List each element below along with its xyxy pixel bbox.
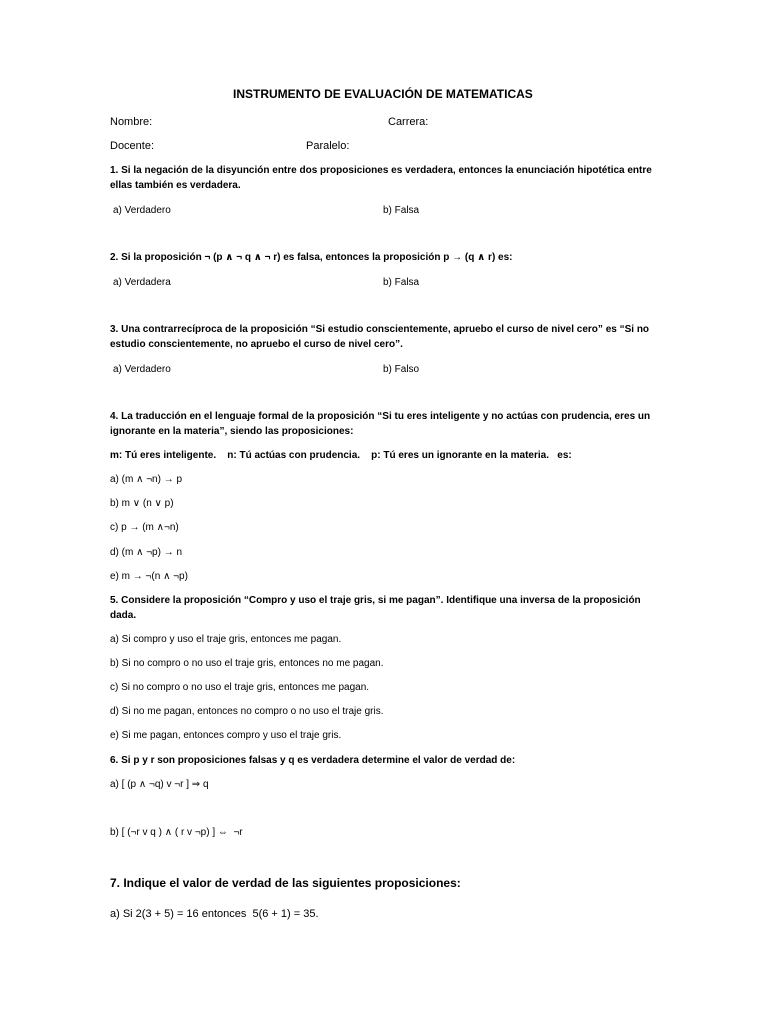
- question-4-option-e: e) m → ¬(n ∧ ¬p): [110, 571, 188, 582]
- docente-label: Docente:: [110, 140, 155, 152]
- question-6-option-b: b) [ (¬r v q ) ∧ ( r v ¬p) ] ⇔ ¬r: [110, 827, 243, 838]
- question-1-line-1: 1. Si la negación de la disyunción entre dos proposiciones es verdadera, entonces la enunciación hipotética entre: [110, 165, 652, 176]
- question-4-option-d: d) (m ∧ ¬p) → n: [110, 547, 183, 558]
- question-7-line-1: 7. Indique el valor de verdad de las siguientes proposiciones:: [110, 876, 461, 890]
- question-5-line-1: 5. Considere la proposición “Compro y uso el traje gris, si me pagan”. Identifique una inversa de la proposición: [110, 595, 641, 606]
- question-3-option-a: a) Verdadero: [113, 364, 171, 375]
- question-4-line-2: ignorante en la materia”, siendo las proposiciones:: [110, 426, 354, 437]
- question-1-option-a: a) Verdadero: [113, 205, 171, 216]
- question-1-option-b: b) Falsa: [383, 205, 420, 216]
- question-2-line-1: 2. Si la proposición ¬ (p ∧ ¬ q ∧ ¬ r) es falsa, entonces la proposición p → (q ∧ r) es:: [110, 252, 513, 263]
- question-2-option-a: a) Verdadera: [113, 277, 171, 288]
- question-5-option-e: e) Si me pagan, entonces compro y uso el traje gris.: [110, 730, 342, 741]
- question-4-option-b: b) m ∨ (n ∨ p): [110, 498, 174, 509]
- question-4-line-1: 4. La traducción en el lenguaje formal de la proposición “Si tu eres inteligente y no actúas con prudencia, eres un: [110, 411, 651, 422]
- document-title: INSTRUMENTO DE EVALUACIÓN DE MATEMATICAS: [233, 87, 533, 101]
- carrera-label: Carrera:: [388, 116, 429, 128]
- question-4-variables: m: Tú eres inteligente. n: Tú actúas con prudencia. p: Tú eres un ignorante en la materia. es:: [110, 450, 572, 461]
- question-5-option-c: c) Si no compro o no uso el traje gris, entonces me pagan.: [110, 682, 370, 693]
- question-2-option-b: b) Falsa: [383, 277, 420, 288]
- question-3-line-2: estudio conscientemente, no apruebo el curso de nivel cero”.: [110, 339, 403, 350]
- question-5-option-a: a) Si compro y uso el traje gris, entonces me pagan.: [110, 634, 342, 645]
- question-3-option-b: b) Falso: [383, 364, 420, 375]
- question-3-line-1: 3. Una contrarrecíproca de la proposición “Si estudio conscientemente, apruebo el curso de nivel cero” es “Si no: [110, 324, 650, 335]
- nombre-label: Nombre:: [110, 116, 153, 128]
- paralelo-label: Paralelo:: [306, 140, 350, 152]
- question-5-option-d: d) Si no me pagan, entonces no compro o no uso el traje gris.: [110, 706, 384, 717]
- question-7-option-a: a) Si 2(3 + 5) = 16 entonces 5(6 + 1) = 35.: [110, 908, 319, 920]
- question-5-option-b: b) Si no compro o no uso el traje gris, entonces no me pagan.: [110, 658, 384, 669]
- question-1-line-2: ellas también es verdadera.: [110, 180, 241, 191]
- question-4-option-a: a) (m ∧ ¬n) → p: [110, 474, 183, 485]
- question-5-line-2: dada.: [110, 610, 137, 621]
- question-6-line-1: 6. Si p y r son proposiciones falsas y q es verdadera determine el valor de verdad de:: [110, 755, 516, 766]
- question-6-option-a: a) [ (p ∧ ¬q) v ¬r ] ⇒ q: [110, 779, 209, 790]
- question-4-option-c: c) p → (m ∧¬n): [110, 522, 179, 533]
